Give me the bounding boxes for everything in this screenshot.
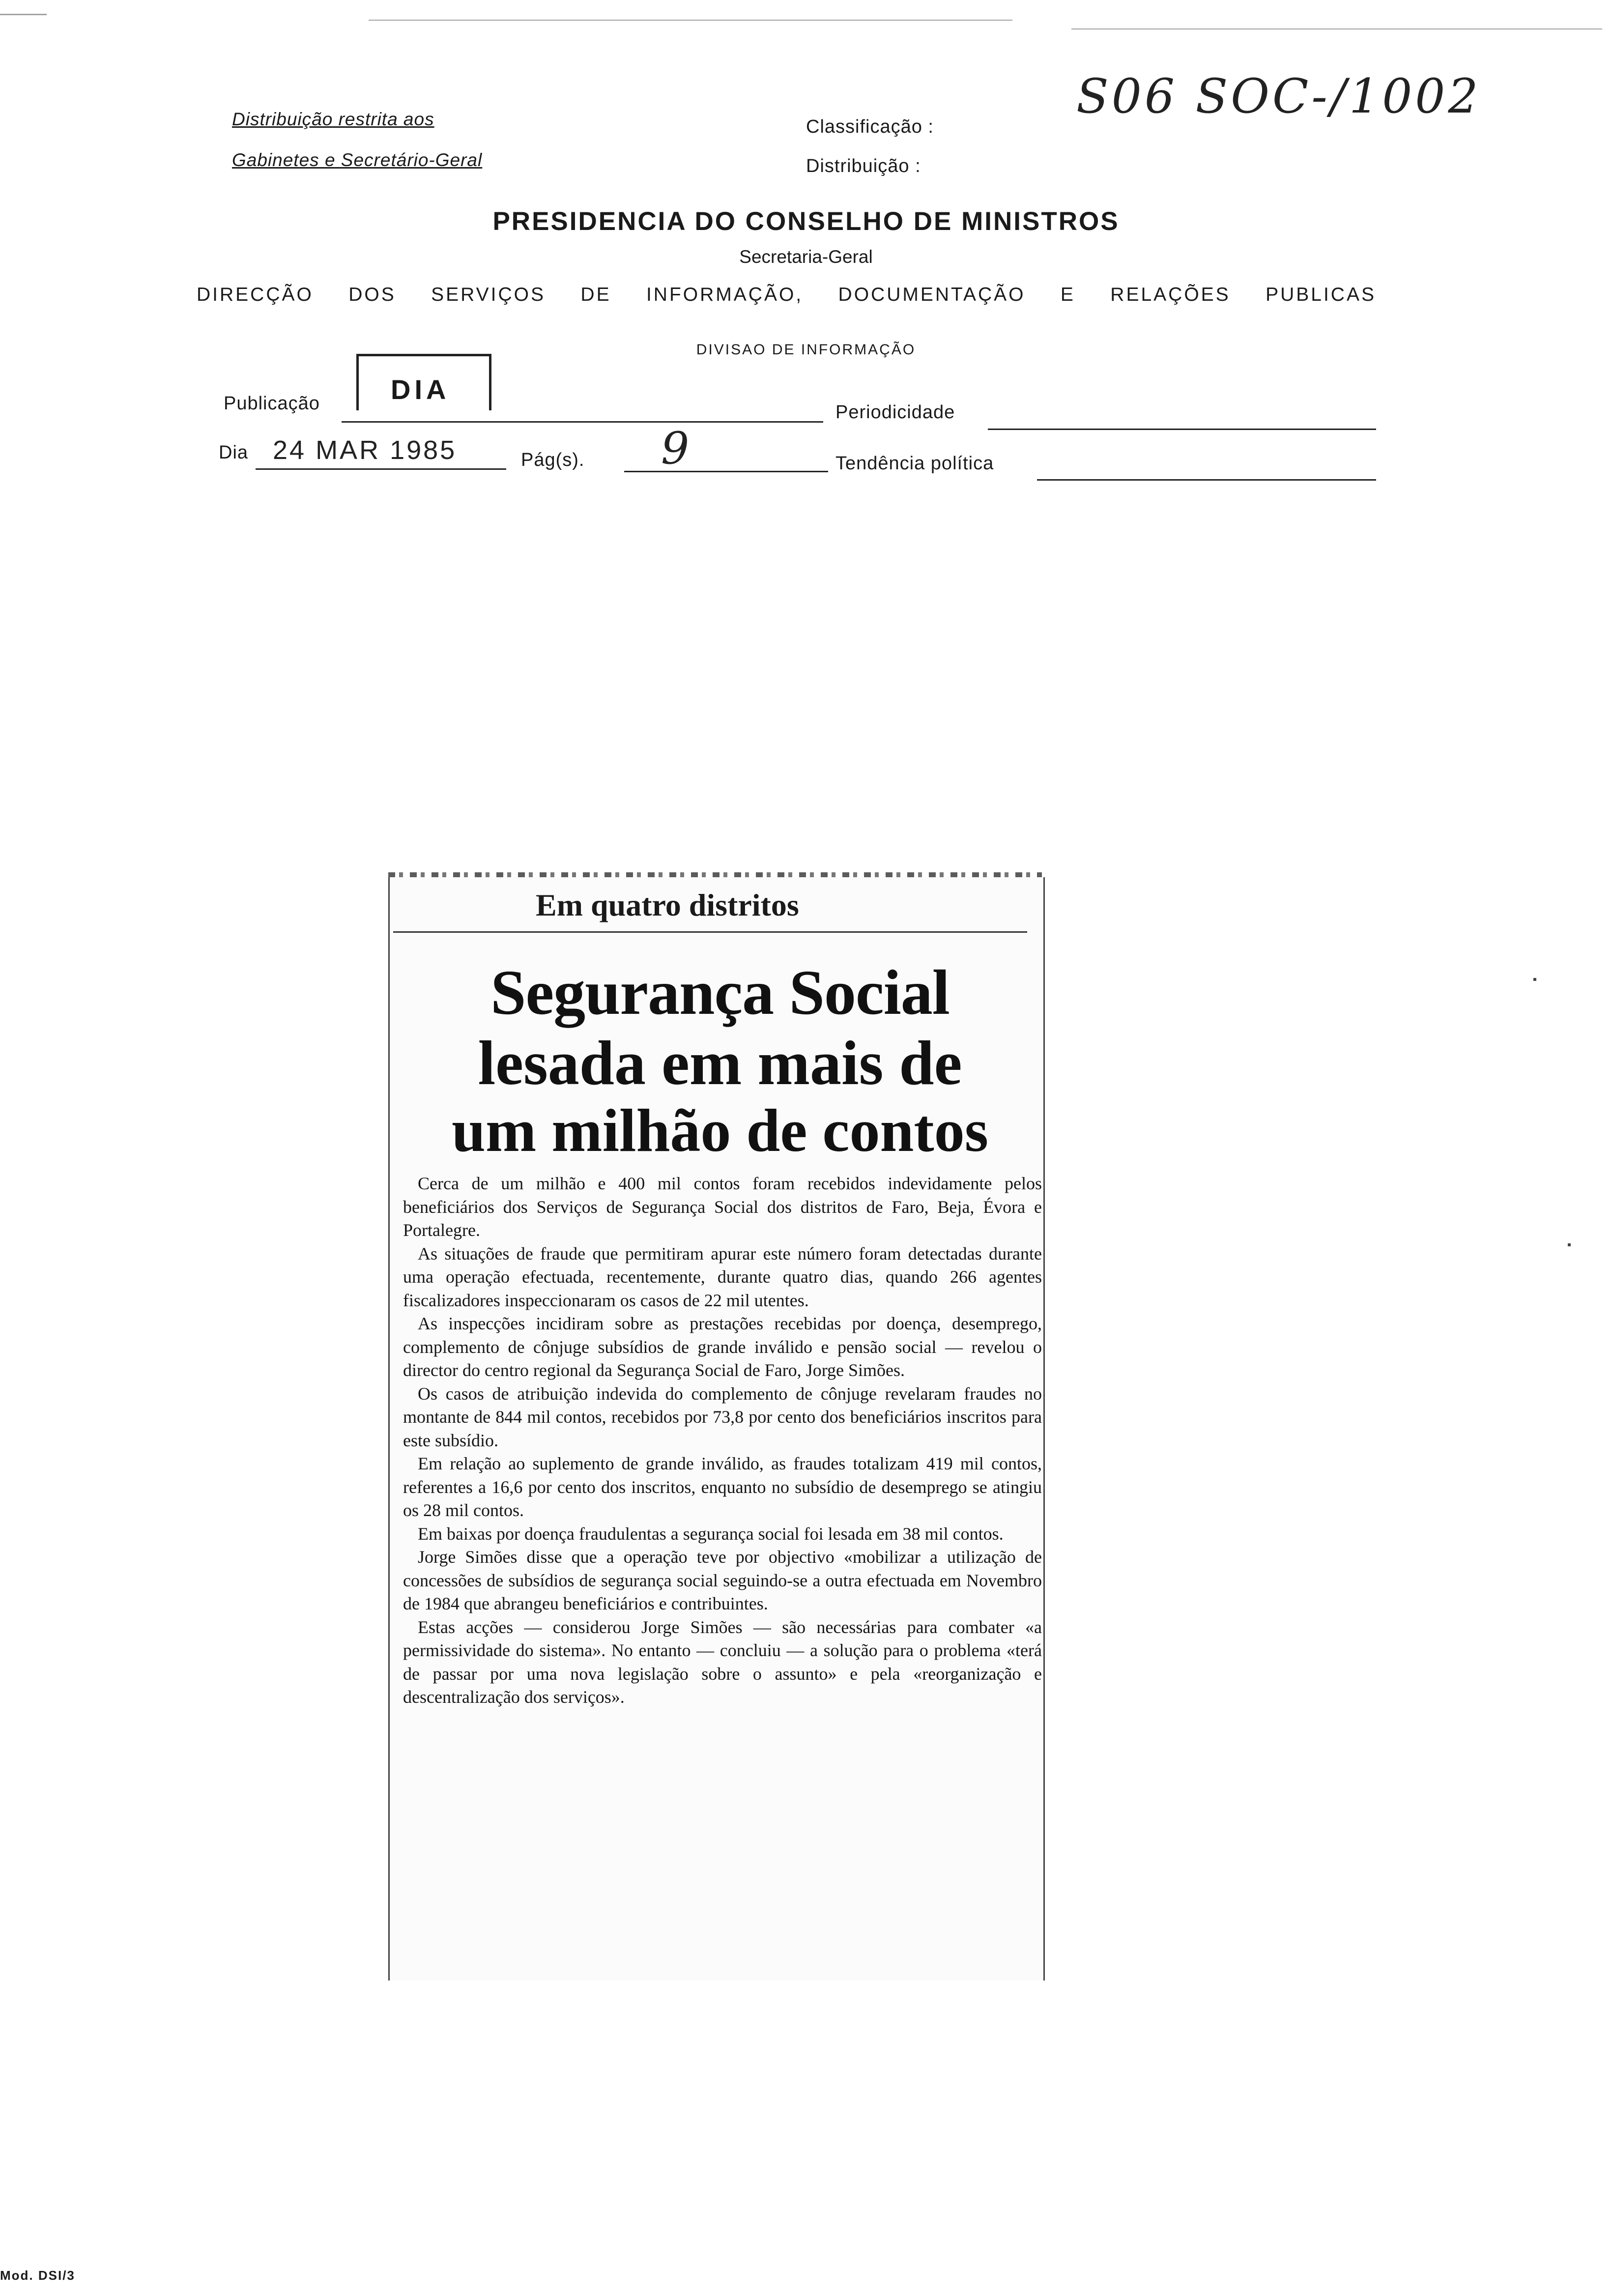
periodicity-label: Periodicidade [835, 402, 955, 423]
article-paragraph: Em baixas por doença fraudulentas a segurança social foi lesada em 38 mil contos. [418, 1523, 1004, 1544]
headline-line-1: Segurança Social [490, 957, 950, 1028]
clipping-kicker: Em quatro distritos [536, 888, 799, 922]
political-tendency-rule [1037, 479, 1376, 481]
restricted-distribution-line1: Distribuição restrita aos [232, 109, 434, 129]
classification-label: Classificação : [806, 116, 934, 137]
directorate-line: DIRECÇÃO DOS SERVIÇOS DE INFORMAÇÃO, DOCUMENTAÇÃO E RELAÇÕES PUBLICAS [197, 284, 1376, 305]
article-paragraph: As situações de fraude que permitiram apurar este número foram detectadas durante uma operação efectuada, recentemente, durante quatro dias, quando 266 agentes fiscalizadores inspeccionaram os casos de 22 mil utentes. [403, 1243, 1042, 1310]
pages-rule [624, 471, 828, 472]
restricted-distribution-line2: Gabinetes e Secretário-Geral [232, 150, 483, 170]
article-paragraph: Em relação ao suplemento de grande inválido, as fraudes totalizam 419 mil contos, referentes a 16,6 por cento dos inscritos, enquanto no subsídio de desemprego se atingiu os 28 mil contos. [403, 1454, 1042, 1520]
organization-subtitle: Secretaria-Geral [739, 247, 873, 267]
headline-line-3: um milhão de contos [452, 1097, 988, 1164]
day-label: Dia [219, 442, 249, 463]
kicker-rule [393, 931, 1027, 933]
scan-speck [1568, 1243, 1571, 1246]
form-code: Mod. DSI/3 [0, 2268, 75, 2283]
article-paragraph: Estas acções — considerou Jorge Simões — são necessárias para combater «a permissividade do sistema». No entanto — concluiu — a solução para o problema «terá de passar por uma nova legislação sobre o assunto» e pela «reorganização e descentralização dos serviços». [403, 1617, 1042, 1707]
distribution-label: Distribuição : [806, 156, 921, 176]
article-paragraph: Os casos de atribuição indevida do complemento de cônjuge revelaram fraudes no montante de 844 mil contos, recebidos por 73,8 por cento dos beneficiários inscritos para este subsídio. [403, 1383, 1042, 1450]
scan-artifact [369, 20, 1012, 21]
scan-speck [1533, 978, 1536, 981]
article-paragraph: Jorge Simões disse que a operação teve por objectivo «mobilizar a utilização de concessões de subsídios de segurança social seguindo-se a outra efectuada em Novembro de 1984 que abrangeu beneficiários e contribuintes. [403, 1547, 1042, 1613]
handwritten-reference: S06 SOC-/1002 [1076, 69, 1481, 124]
scan-artifact [0, 14, 47, 15]
political-tendency-label: Tendência política [835, 453, 994, 474]
day-stamp: 24 MAR 1985 [273, 435, 457, 465]
periodicity-rule [988, 429, 1376, 430]
article-paragraph: Cerca de um milhão e 400 mil contos foram recebidos indevidamente pelos beneficiários dos Serviços de Segurança Social dos distritos de Faro, Beja, Évora e Portalegre. [403, 1174, 1042, 1240]
pages-handwritten: 9 [661, 423, 690, 474]
publication-stamp: DIA [391, 374, 450, 405]
publication-label: Publicação [224, 393, 320, 414]
organization-title: PRESIDENCIA DO CONSELHO DE MINISTROS [492, 207, 1120, 236]
article-paragraph: As inspecções incidiram sobre as prestações recebidas por doença, desemprego, complemento de cônjuge subsídios de grande inválido e pensão social — revelou o director do centro regional da Segurança Social de Faro, Jorge Simões. [403, 1314, 1042, 1380]
pages-label: Pág(s). [521, 450, 585, 470]
day-rule [256, 468, 506, 470]
publication-rule [342, 421, 823, 423]
article-body [403, 1172, 1042, 1709]
division-line: DIVISAO DE INFORMAÇÃO [696, 342, 916, 358]
headline-line-2: lesada em mais de [478, 1028, 962, 1098]
